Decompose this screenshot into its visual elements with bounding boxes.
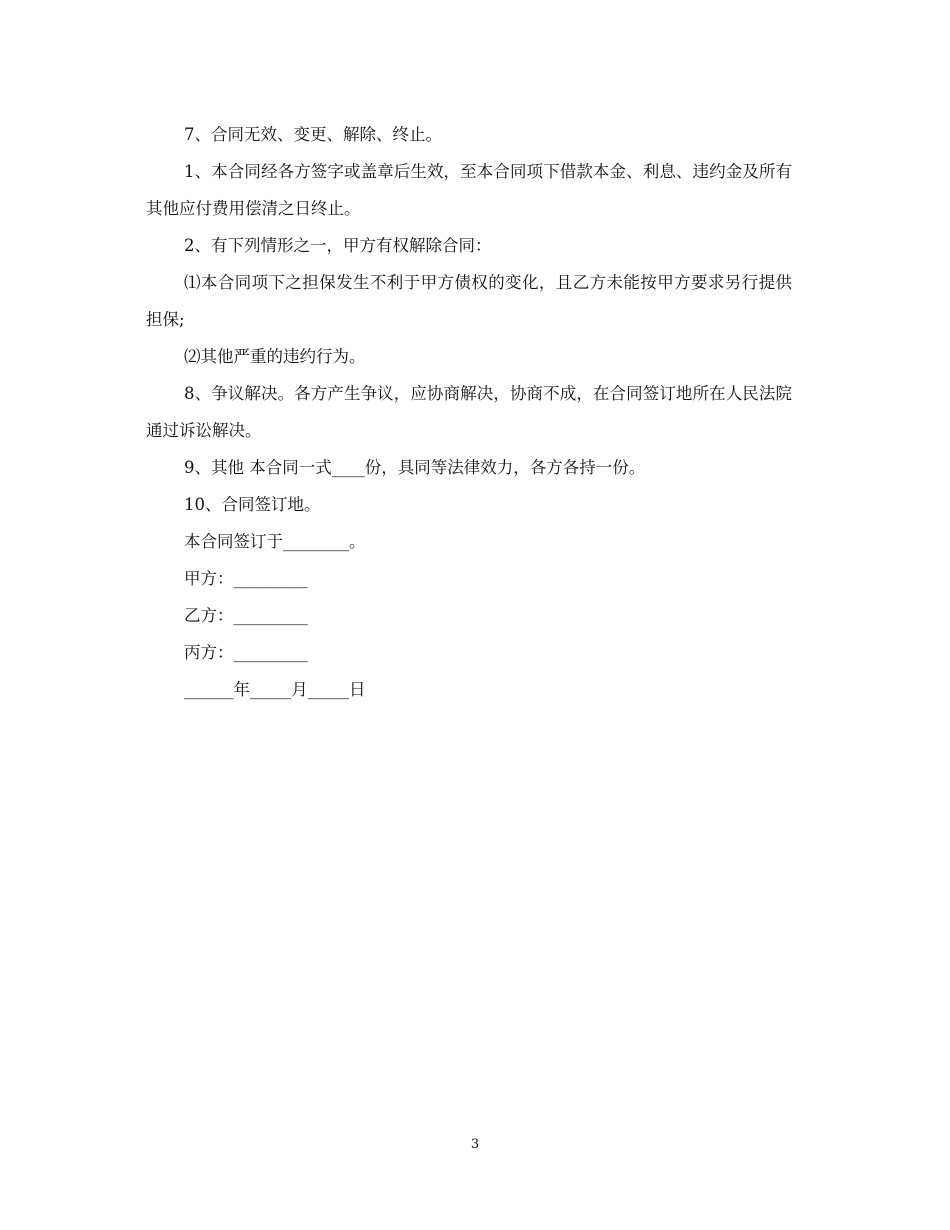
- clause-7-item-2-sub-2: ⑵其他严重的违约行为。: [184, 347, 366, 366]
- signed-at-line: 本合同签订于________。: [184, 532, 366, 551]
- document-body: [146, 116, 792, 708]
- date-line: ______年_____月_____日: [184, 680, 366, 699]
- page-number: 3: [470, 1137, 480, 1152]
- clause-7-item-2: 2、有下列情形之一，甲方有权解除合同：: [184, 236, 492, 255]
- clause-10-place: 10、合同签订地。: [184, 495, 321, 514]
- party-a-signature-line: 甲方：_________: [184, 569, 308, 588]
- party-c-signature-line: 丙方：_________: [184, 643, 308, 662]
- party-b-signature-line: 乙方：_________: [184, 606, 308, 625]
- clause-7-heading: 7、合同无效、变更、解除、终止。: [184, 125, 442, 144]
- clause-7-item-2-sub-1: ⑴本合同项下之担保发生不利于甲方债权的变化，且乙方未能按甲方要求另行提供担保;: [146, 273, 792, 329]
- clause-8-dispute: 8、争议解决。各方产生争议，应协商解决，协商不成，在合同签订地所在人民法院通过诉讼解决。: [146, 384, 792, 440]
- clause-9-other: 9、其他 本合同一式____份，具同等法律效力，各方各持一份。: [184, 458, 646, 477]
- clause-7-item-1: 1、本合同经各方签字或盖章后生效，至本合同项下借款本金、利息、违约金及所有其他应付费用偿清之日终止。: [146, 162, 792, 218]
